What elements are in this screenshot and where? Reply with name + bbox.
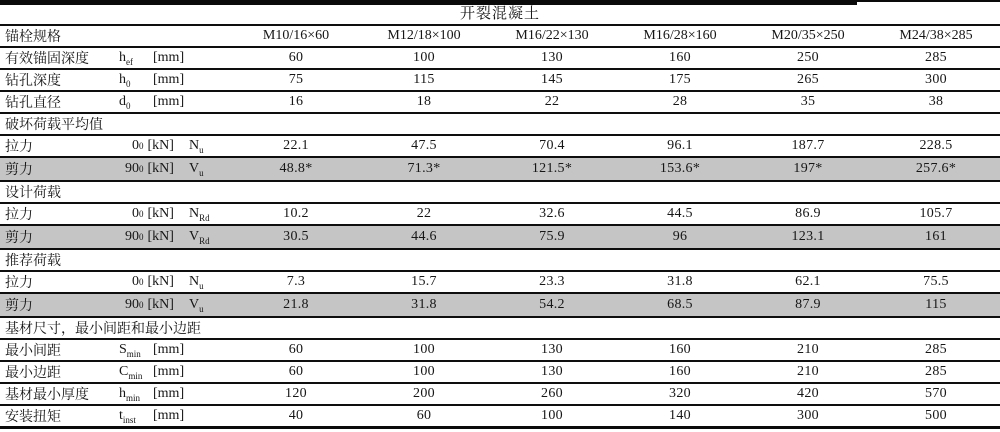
value-cell-0: 60 xyxy=(232,47,360,69)
symbol-base: $h_0$ xyxy=(119,72,131,89)
value-cell-4: 210 xyxy=(744,361,872,383)
unit-label: [kN] xyxy=(147,138,174,153)
column-header-0: M10/16×60 xyxy=(232,26,360,47)
column-header-5: M24/38×285 xyxy=(872,26,1000,47)
value-cell-5: 285 xyxy=(872,361,1000,383)
value-cell-5: 161 xyxy=(872,225,1000,249)
section-row xyxy=(0,113,1000,135)
table-row xyxy=(0,203,1000,225)
symbol-base: $N_u$ xyxy=(188,138,204,155)
symbol-base: $h_{ef}$ xyxy=(119,50,133,67)
table-row xyxy=(0,361,1000,383)
value-cell-1: 15.7 xyxy=(360,271,488,293)
value-cell-0: 10.2 xyxy=(232,203,360,225)
value-cell-0: 60 xyxy=(232,339,360,361)
value-cell-4: 123.1 xyxy=(744,225,872,249)
page-title: 开裂混凝土 xyxy=(0,5,1000,26)
symbol-subscript: Rd xyxy=(199,235,210,246)
row-symbol xyxy=(119,50,184,66)
anchor-spec-table xyxy=(0,26,1000,429)
row-label-text: 剪力 xyxy=(5,231,33,246)
row-label-cell xyxy=(0,157,232,181)
column-header-3: M16/28×160 xyxy=(616,26,744,47)
value-cell-5: 570 xyxy=(872,383,1000,405)
symbol-subscript: u xyxy=(199,303,204,314)
unit-label: [mm] xyxy=(153,94,185,109)
value-cell-1: 115 xyxy=(360,69,488,91)
row-label-cell xyxy=(0,405,232,428)
row-symbol xyxy=(119,94,184,110)
value-cell-0: 16 xyxy=(232,91,360,113)
unit-label: [mm] xyxy=(153,342,185,357)
scan-artifact-line xyxy=(857,0,1000,2)
row-label xyxy=(0,227,232,247)
value-cell-5: 285 xyxy=(872,47,1000,69)
value-cell-2: 32.6 xyxy=(488,203,616,225)
value-cell-0: 21.8 xyxy=(232,293,360,317)
column-header-1: M12/18×100 xyxy=(360,26,488,47)
value-cell-2: 23.3 xyxy=(488,271,616,293)
unit-label: [kN] xyxy=(147,274,174,289)
angle-value: 90 xyxy=(125,229,139,244)
row-label xyxy=(0,295,232,315)
row-label-cell xyxy=(0,271,232,293)
value-cell-3: 175 xyxy=(616,69,744,91)
symbol-base: $S_{min}$ xyxy=(119,342,141,359)
value-cell-0: 40 xyxy=(232,405,360,428)
section-row xyxy=(0,181,1000,203)
value-cell-1: 22 xyxy=(360,203,488,225)
row-symbol xyxy=(119,72,184,88)
row-label-cell xyxy=(0,339,232,361)
value-cell-5: 300 xyxy=(872,69,1000,91)
symbol-base: $N_{Rd}$ xyxy=(188,206,210,223)
row-label-cell xyxy=(0,203,232,225)
symbol-base: $d_0$ xyxy=(119,94,131,111)
value-cell-1: 100 xyxy=(360,361,488,383)
value-cell-2: 70.4 xyxy=(488,135,616,157)
table-row xyxy=(0,405,1000,428)
value-cell-5: 115 xyxy=(872,293,1000,317)
value-cell-5: 228.5 xyxy=(872,135,1000,157)
row-label-text: 最小间距 xyxy=(5,344,61,359)
table-row xyxy=(0,383,1000,405)
row-label-cell xyxy=(0,91,232,113)
value-cell-2: 260 xyxy=(488,383,616,405)
value-cell-5: 38 xyxy=(872,91,1000,113)
unit-label: [mm] xyxy=(153,386,185,401)
value-cell-2: 130 xyxy=(488,339,616,361)
value-cell-0: 7.3 xyxy=(232,271,360,293)
row-label-cell xyxy=(0,69,232,91)
value-cell-3: 160 xyxy=(616,339,744,361)
value-cell-1: 100 xyxy=(360,339,488,361)
row-symbol: 0 0 [kN] $N_u$ xyxy=(119,274,204,290)
unit-label: [mm] xyxy=(153,408,185,423)
row-label-text: 钻孔深度 xyxy=(5,74,61,89)
row-symbol: 0 0 [kN] $N_u$ xyxy=(119,138,204,154)
row-label-text: 钻孔直径 xyxy=(5,96,61,111)
value-cell-3: 320 xyxy=(616,383,744,405)
value-cell-0: 75 xyxy=(232,69,360,91)
row-label-cell xyxy=(0,383,232,405)
value-cell-2: 121.5* xyxy=(488,157,616,181)
symbol-subscript: u xyxy=(199,144,204,155)
row-label-text: 拉力 xyxy=(5,208,33,223)
symbol-base: $h_{min}$ xyxy=(119,386,141,403)
symbol-subscript: u xyxy=(199,280,204,291)
row-symbol: 90 0 [kN] $V_{Rd}$ xyxy=(119,229,210,245)
value-cell-4: 300 xyxy=(744,405,872,428)
row-label-text: 安装扭矩 xyxy=(5,410,61,425)
value-cell-3: 68.5 xyxy=(616,293,744,317)
value-cell-2: 100 xyxy=(488,405,616,428)
value-cell-1: 47.5 xyxy=(360,135,488,157)
row-symbol xyxy=(119,408,184,424)
unit-label: [kN] xyxy=(147,206,174,221)
value-cell-1: 31.8 xyxy=(360,293,488,317)
value-cell-2: 130 xyxy=(488,361,616,383)
symbol-base: $t_{inst}$ xyxy=(119,408,136,425)
scan-artifact-bar xyxy=(0,0,857,5)
table-row xyxy=(0,271,1000,293)
row-label-text: 最小边距 xyxy=(5,366,61,381)
table-row xyxy=(0,135,1000,157)
value-cell-0: 22.1 xyxy=(232,135,360,157)
table-row xyxy=(0,69,1000,91)
section-row xyxy=(0,317,1000,339)
value-cell-0: 120 xyxy=(232,383,360,405)
value-cell-2: 145 xyxy=(488,69,616,91)
section-label: 基材尺寸，最小间距和最小边距 xyxy=(0,317,1000,339)
table-row xyxy=(0,225,1000,249)
table-row xyxy=(0,91,1000,113)
symbol-subscript: min xyxy=(126,348,141,359)
symbol-base: $N_u$ xyxy=(188,274,204,291)
value-cell-4: 250 xyxy=(744,47,872,69)
value-cell-2: 22 xyxy=(488,91,616,113)
value-cell-1: 71.3* xyxy=(360,157,488,181)
row-label xyxy=(0,340,232,360)
symbol-subscript: 0 xyxy=(126,100,131,111)
unit-label: [kN] xyxy=(147,297,174,312)
row-symbol: 90 0 [kN] $V_u$ xyxy=(119,297,204,313)
angle-value: 0 xyxy=(132,138,139,153)
row-symbol: 0 0 [kN] $N_{Rd}$ xyxy=(119,206,210,222)
value-cell-2: 54.2 xyxy=(488,293,616,317)
value-cell-4: 86.9 xyxy=(744,203,872,225)
value-cell-4: 210 xyxy=(744,339,872,361)
value-cell-5: 285 xyxy=(872,339,1000,361)
row-label xyxy=(0,92,232,112)
value-cell-1: 18 xyxy=(360,91,488,113)
section-label: 设计荷载 xyxy=(0,181,1000,203)
unit-label: [mm] xyxy=(153,72,185,87)
row-label-cell xyxy=(0,361,232,383)
value-cell-4: 62.1 xyxy=(744,271,872,293)
column-header-2: M16/22×130 xyxy=(488,26,616,47)
value-cell-0: 60 xyxy=(232,361,360,383)
angle-value: 90 xyxy=(125,161,139,176)
unit-label: [mm] xyxy=(153,50,185,65)
value-cell-3: 44.5 xyxy=(616,203,744,225)
angle-value: 0 xyxy=(132,274,139,289)
value-cell-1: 44.6 xyxy=(360,225,488,249)
row-label-text: 剪力 xyxy=(5,163,33,178)
row-symbol xyxy=(119,364,184,380)
value-cell-4: 197* xyxy=(744,157,872,181)
row-label-cell xyxy=(0,225,232,249)
row-label xyxy=(0,204,232,224)
row-label-text: 剪力 xyxy=(5,299,33,314)
symbol-subscript: 0 xyxy=(126,78,131,89)
value-cell-5: 257.6* xyxy=(872,157,1000,181)
value-cell-4: 187.7 xyxy=(744,135,872,157)
symbol-base: $V_u$ xyxy=(188,297,204,314)
unit-label: [mm] xyxy=(153,364,185,379)
value-cell-4: 420 xyxy=(744,383,872,405)
symbol-subscript: inst xyxy=(122,414,136,425)
row-label-text: 基材最小厚度 xyxy=(5,388,89,403)
value-cell-2: 75.9 xyxy=(488,225,616,249)
row-label-cell xyxy=(0,293,232,317)
section-label: 破坏荷载平均值 xyxy=(0,113,1000,135)
value-cell-4: 35 xyxy=(744,91,872,113)
value-cell-5: 500 xyxy=(872,405,1000,428)
row-symbol xyxy=(119,342,184,358)
row-label-text: 拉力 xyxy=(5,140,33,155)
table-row xyxy=(0,47,1000,69)
value-cell-3: 160 xyxy=(616,361,744,383)
spec-label: 锚栓规格 xyxy=(0,26,232,47)
value-cell-4: 265 xyxy=(744,69,872,91)
symbol-subscript: u xyxy=(199,167,204,178)
symbol-subscript: min xyxy=(126,392,141,403)
value-cell-0: 30.5 xyxy=(232,225,360,249)
row-label-cell xyxy=(0,47,232,69)
angle-value: 90 xyxy=(125,297,139,312)
row-symbol: 90 0 [kN] $V_u$ xyxy=(119,161,204,177)
value-cell-1: 200 xyxy=(360,383,488,405)
value-cell-1: 100 xyxy=(360,47,488,69)
section-row xyxy=(0,249,1000,271)
value-cell-3: 160 xyxy=(616,47,744,69)
row-label xyxy=(0,159,232,179)
table-row xyxy=(0,293,1000,317)
row-label-cell xyxy=(0,135,232,157)
row-label xyxy=(0,48,232,68)
row-label xyxy=(0,362,232,382)
value-cell-1: 60 xyxy=(360,405,488,428)
column-header-4: M20/35×250 xyxy=(744,26,872,47)
row-label-text: 有效锚固深度 xyxy=(5,52,89,67)
row-label xyxy=(0,70,232,90)
table-row xyxy=(0,157,1000,181)
value-cell-0: 48.8* xyxy=(232,157,360,181)
value-cell-3: 96 xyxy=(616,225,744,249)
row-label xyxy=(0,136,232,156)
header-row xyxy=(0,26,1000,47)
symbol-base: $V_u$ xyxy=(188,161,204,178)
section-label: 推荐荷载 xyxy=(0,249,1000,271)
value-cell-3: 153.6* xyxy=(616,157,744,181)
symbol-subscript: min xyxy=(128,370,143,381)
value-cell-3: 28 xyxy=(616,91,744,113)
row-label xyxy=(0,384,232,404)
row-label-text: 拉力 xyxy=(5,276,33,291)
value-cell-4: 87.9 xyxy=(744,293,872,317)
symbol-base: $V_{Rd}$ xyxy=(188,229,210,246)
value-cell-5: 75.5 xyxy=(872,271,1000,293)
table-row xyxy=(0,339,1000,361)
row-label xyxy=(0,272,232,292)
value-cell-3: 31.8 xyxy=(616,271,744,293)
symbol-base: $C_{min}$ xyxy=(119,364,143,381)
unit-label: [kN] xyxy=(147,229,174,244)
table-body xyxy=(0,47,1000,428)
angle-value: 0 xyxy=(132,206,139,221)
row-label xyxy=(0,406,232,426)
value-cell-3: 140 xyxy=(616,405,744,428)
unit-label: [kN] xyxy=(147,161,174,176)
symbol-subscript: Rd xyxy=(199,212,210,223)
value-cell-2: 130 xyxy=(488,47,616,69)
value-cell-5: 105.7 xyxy=(872,203,1000,225)
row-symbol xyxy=(119,386,184,402)
symbol-subscript: ef xyxy=(126,56,133,67)
value-cell-3: 96.1 xyxy=(616,135,744,157)
